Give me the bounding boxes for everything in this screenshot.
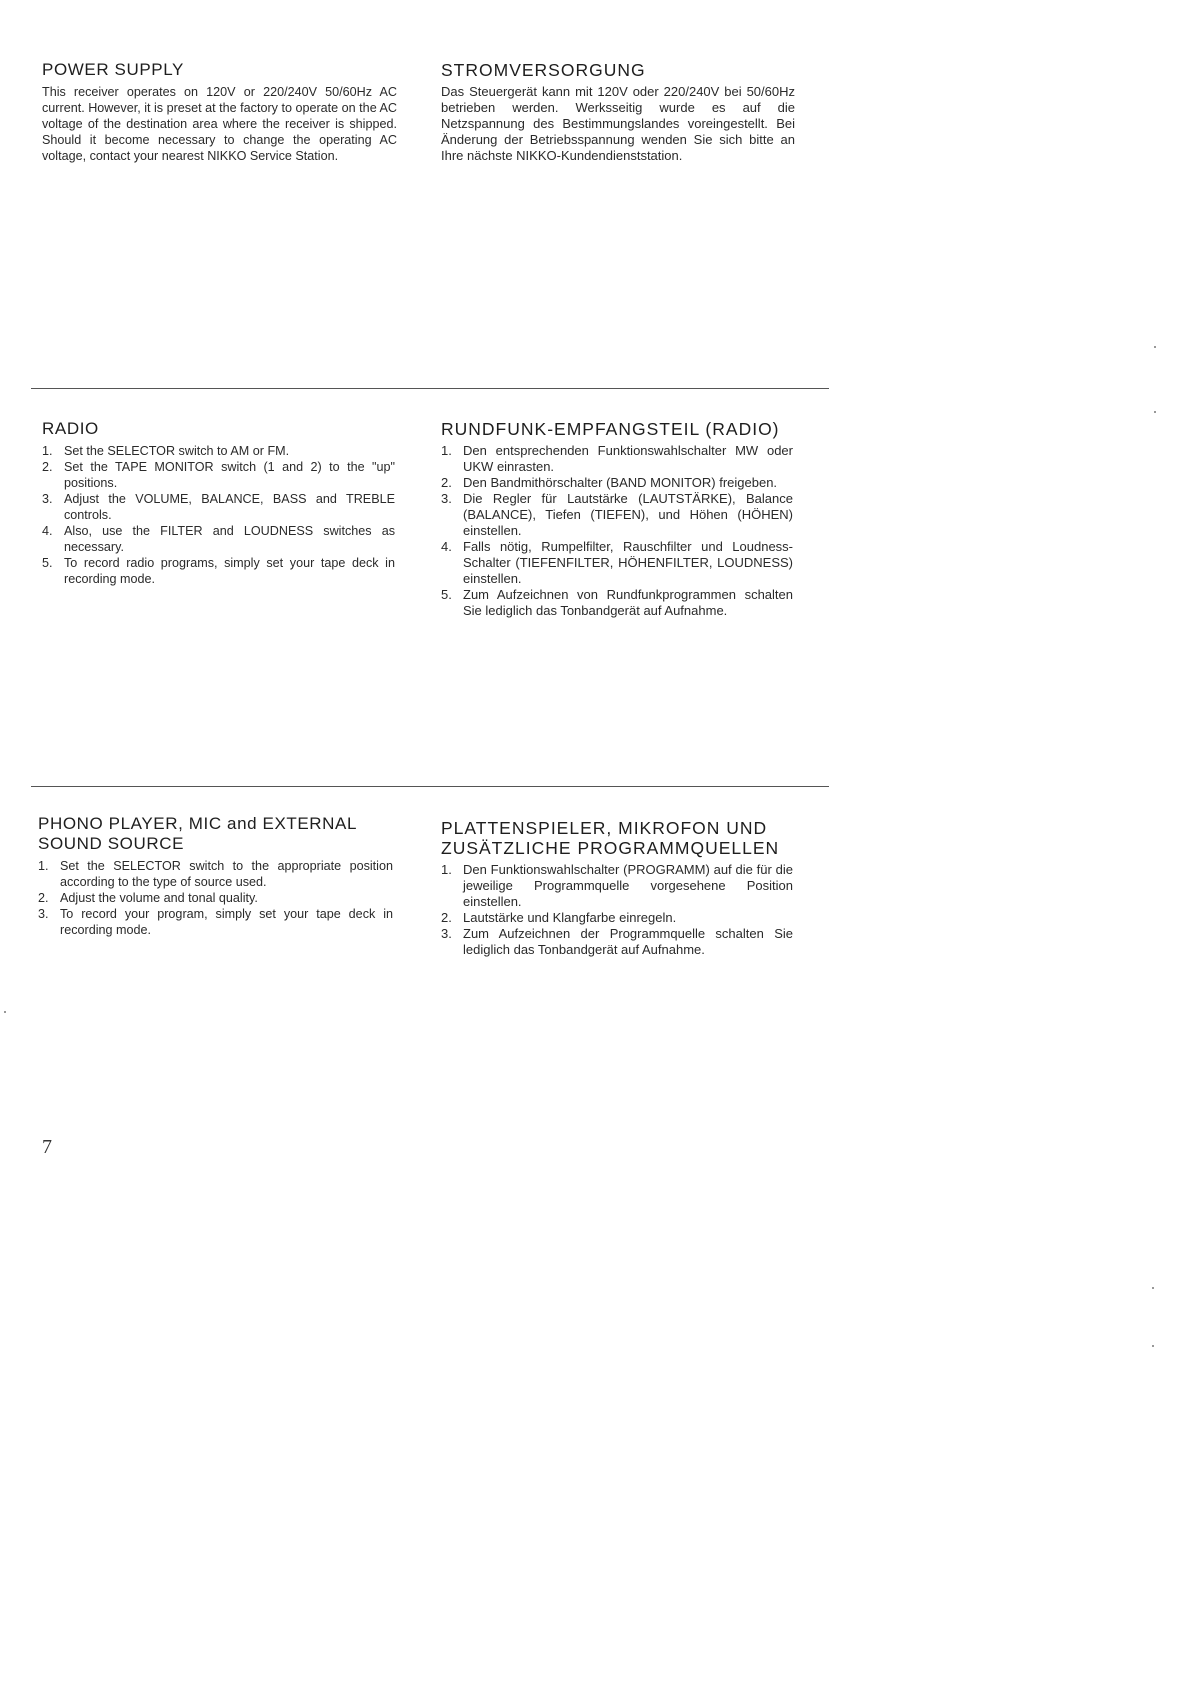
step-number: 4. — [42, 524, 53, 538]
step-number: 3. — [441, 926, 452, 941]
radio-de-section — [441, 419, 793, 619]
radio-en-steps — [42, 443, 395, 587]
step-text: Falls nötig, Rumpelfilter, Rauschfilter und Loudness-Schalter (TIEFENFILTER, HÖHENFILTER, LOUDNESS) einstellen. — [463, 539, 793, 586]
page-number: 7 — [42, 1136, 52, 1158]
step-text: Den Bandmithörschalter (BAND MONITOR) freigeben. — [463, 475, 778, 490]
section-divider-1 — [31, 388, 829, 389]
list-item — [441, 539, 793, 587]
step-text: Den Funktionswahlschalter (PROGRAMM) auf die für die jeweilige Programmquelle vorgesehene Position einstellen. — [463, 862, 793, 909]
step-text: Set the SELECTOR switch to the appropriate position according to the type of source used. — [60, 859, 393, 889]
list-item — [441, 926, 793, 958]
list-item — [38, 906, 393, 938]
phono-en-heading: PHONO PLAYER, MIC and EXTERNAL SOUND SOURCE — [38, 814, 357, 853]
step-number: 1. — [42, 444, 53, 458]
list-item — [42, 491, 395, 523]
power-supply-de-text: Das Steuergerät kann mit 120V oder 220/240V bei 50/60Hz betrieben werden. Werksseitig wurde es auf die Netzspannung des Bestimmungslandes voreingestellt. Bei Änderung der Betriebsspannung wenden Sie sich bitte an Ihre nächste NIKKO-Kundendienststation. — [441, 84, 795, 163]
scan-speck — [1152, 1345, 1154, 1347]
list-item — [441, 475, 793, 491]
phono-de-section — [441, 818, 793, 958]
step-number: 3. — [42, 492, 53, 506]
list-item — [441, 862, 793, 910]
step-text: Adjust the VOLUME, BALANCE, BASS and TREBLE controls. — [64, 492, 395, 522]
step-number: 2. — [38, 891, 49, 905]
step-number: 2. — [441, 910, 452, 925]
step-number: 1. — [441, 443, 452, 458]
step-text: Set the SELECTOR switch to AM or FM. — [64, 444, 290, 458]
radio-de-steps — [441, 443, 793, 619]
step-number: 4. — [441, 539, 452, 554]
list-item — [441, 587, 793, 619]
step-text: Adjust the volume and tonal quality. — [60, 891, 258, 905]
step-text: To record radio programs, simply set your tape deck in recording mode. — [64, 556, 395, 586]
list-item — [42, 523, 395, 555]
step-number: 5. — [42, 556, 53, 570]
list-item — [441, 910, 793, 926]
step-text: To record your program, simply set your tape deck in recording mode. — [60, 907, 393, 937]
list-item — [42, 555, 395, 587]
radio-en-heading: RADIO — [42, 419, 99, 438]
phono-en-steps — [38, 858, 393, 938]
scan-speck — [4, 1011, 6, 1013]
step-text: Zum Aufzeichnen der Programmquelle schalten Sie lediglich das Tonbandgerät auf Aufnahme. — [463, 926, 793, 957]
scan-speck — [1154, 346, 1156, 348]
step-number: 1. — [38, 859, 49, 873]
step-number: 3. — [38, 907, 49, 921]
step-text: Den entsprechenden Funktionswahlschalter MW oder UKW einrasten. — [463, 443, 793, 474]
power-supply-en-section — [42, 60, 397, 164]
step-number: 5. — [441, 587, 452, 602]
power-supply-de-section — [441, 60, 795, 164]
step-number: 1. — [441, 862, 452, 877]
step-text: Zum Aufzeichnen von Rundfunkprogrammen schalten Sie lediglich das Tonbandgerät auf Aufnahme. — [463, 587, 793, 618]
step-number: 2. — [42, 460, 53, 474]
step-text: Lautstärke und Klangfarbe einregeln. — [463, 910, 677, 925]
list-item — [38, 858, 393, 890]
phono-de-heading: PLATTENSPIELER, MIKROFON UND ZUSÄTZLICHE PROGRAMMQUELLEN — [441, 818, 780, 858]
step-number: 2. — [441, 475, 452, 490]
power-supply-en-heading: POWER SUPPLY — [42, 60, 184, 79]
section-divider-2 — [31, 786, 829, 787]
list-item — [42, 459, 395, 491]
radio-de-heading: RUNDFUNK-EMPFANGSTEIL (RADIO) — [441, 419, 780, 439]
step-text: Die Regler für Lautstärke (LAUTSTÄRKE), Balance (BALANCE), Tiefen (TIEFEN), und Höhen (HÖHEN) einstellen. — [463, 491, 793, 538]
scan-speck — [1152, 1287, 1154, 1289]
radio-en-section — [42, 419, 395, 587]
phono-de-steps — [441, 862, 793, 958]
step-number: 3. — [441, 491, 452, 506]
list-item — [441, 443, 793, 475]
step-text: Set the TAPE MONITOR switch (1 and 2) to the "up" positions. — [64, 460, 395, 490]
power-supply-de-heading: STROMVERSORGUNG — [441, 60, 646, 80]
list-item — [42, 443, 395, 459]
power-supply-en-text: This receiver operates on 120V or 220/240V 50/60Hz AC current. However, it is preset at the factory to operate on the AC voltage of the destination area where the receiver is shipped. Should it become necessary to change the operating AC voltage, contact your nearest NIKKO Service Station. — [42, 85, 397, 163]
list-item — [441, 491, 793, 539]
list-item — [38, 890, 393, 906]
step-text: Also, use the FILTER and LOUDNESS switches as necessary. — [64, 524, 395, 554]
phono-en-section — [38, 814, 393, 938]
scan-speck — [1154, 411, 1156, 413]
